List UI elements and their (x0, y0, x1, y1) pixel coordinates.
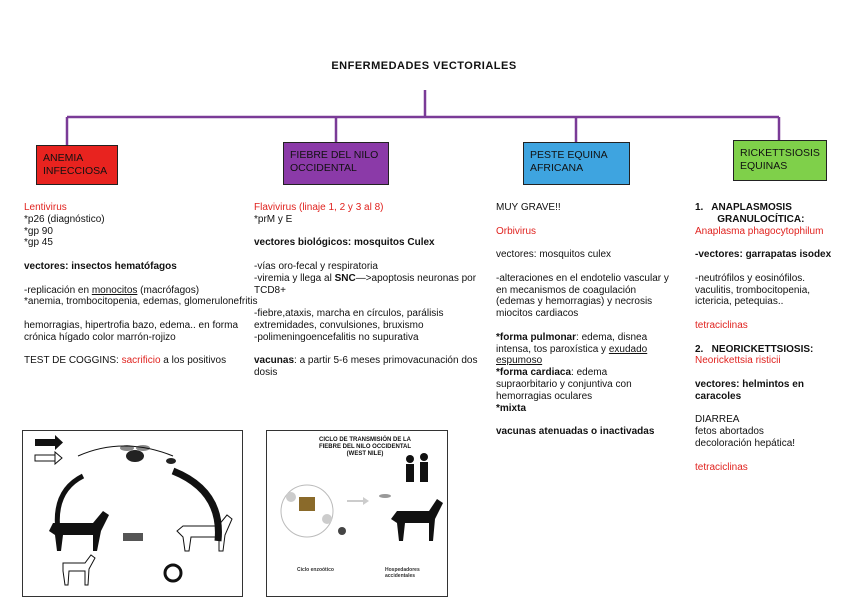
pulmonary-form: *forma pulmonar: edema, disnea intensa, tos paroxística y exudado espumoso (496, 331, 648, 367)
anemia-transmission-figure (22, 430, 243, 597)
organism-name: Anaplasma phagocytophilum (695, 225, 824, 237)
column-anemia (24, 202, 264, 367)
mixed-form: *mixta (496, 402, 527, 414)
severity-line: MUY GRAVE!! (496, 202, 561, 213)
protein-line: *gp 90 (24, 225, 53, 237)
vectors-line: vectores: insectos hematófagos (24, 260, 177, 272)
treatment-line: tetraciclinas (695, 461, 748, 473)
virus-name: Lentivirus (24, 202, 67, 213)
node-peste-equina: PESTE EQUINA AFRICANA (523, 142, 630, 185)
vaccine-line: vacunas atenuadas o inactivadas (496, 426, 655, 438)
vectors-line: vectores: helmintos en caracoles (695, 378, 804, 402)
organism-name: Neorickettsia risticii (695, 355, 781, 367)
section-neorickettsiosis-title: 2. NEORICKETTSIOSIS: (695, 343, 814, 355)
pathogenesis-line: -alteraciones en el endotelio vascular y en mecanismos de coagulación (edemas y hemorragias) y necrosis miocitos cardiacos (496, 272, 669, 320)
signs-line: decoloración hepática! (695, 437, 796, 449)
horse-icon (391, 499, 443, 541)
signs-line: -fiebre,ataxis, marcha en círculos, parálisis extremidades, convulsiones, bruxismo (254, 308, 444, 331)
route-line: -vías oro-fecal y respiratoria (254, 260, 378, 272)
column-fiebre-nilo (254, 202, 494, 379)
signs-line: fetos abortados (695, 426, 764, 438)
figure-title: CICLO DE TRANSMISIÓN DE LA FIEBRE DEL NILO OCCIDENTAL (WEST NILE) (318, 437, 412, 457)
vaccine-line: vacunas: a partir 5-6 meses primovacunación dos dosis (254, 355, 478, 379)
label-accidental-hosts: Hospedadores accidentales (385, 567, 420, 579)
treatment-line: tetraciclinas (695, 319, 748, 331)
signs-line: *anemia, trombocitopenia, edemas, glomerulonefritis (24, 296, 258, 308)
node-anemia-infecciosa: ANEMIA INFECCIOSA (36, 145, 118, 185)
replication-line: -replicación en monocitos (macrófagos) (24, 284, 200, 296)
section-anaplasmosis-title: 1. ANAPLASMOSIS GRANULOCÍTICA: (695, 202, 805, 225)
horse-icon (177, 515, 232, 551)
syringe-icon (123, 533, 143, 541)
signs-line: -neutrófilos y eosinófilos. vaculitis, trombocitopenia, ictericia, petequias.. (695, 272, 811, 308)
column-peste-equina (496, 202, 671, 438)
mosquito-icon (379, 494, 391, 498)
virus-name: Orbivirus (496, 225, 537, 237)
vectors-line: vectores: mosquitos culex (496, 249, 612, 261)
protein-line: *gp 45 (24, 237, 53, 249)
vectors-line: -vectores: garrapatas isodex (695, 249, 832, 261)
vectors-line: vectores biológicos: mosquitos Culex (254, 237, 435, 249)
insect-icon (166, 458, 176, 464)
lesions-line: hemorragias, hipertrofia bazo, edema.. en forma crónica hígado color marrón-rojizo (24, 319, 238, 343)
column-rickettsiosis (695, 202, 840, 473)
node-rickettsiosis: RICKETTSIOSIS EQUINAS (733, 140, 827, 181)
virus-name: Flavivirus (linaje 1, 2 y 3 al 8) (254, 202, 384, 213)
protein-line: *prM y E (254, 213, 293, 225)
cardiac-form: *forma cardiaca: edema supraorbitario y conjuntiva con hemorragias oculares (496, 367, 632, 402)
test-line: TEST DE COGGINS: sacrificio a los positivos (24, 355, 227, 367)
foal-icon (63, 555, 95, 585)
diagram-title: ENFERMEDADES VECTORIALES (331, 60, 517, 72)
protein-line: *p26 (diagnóstico) (24, 213, 105, 225)
bird-icon (299, 497, 315, 511)
hierarchy-connectors (0, 0, 848, 200)
label-enzootic: Ciclo enzoótico (297, 567, 334, 573)
viremia-line: -viremia y llega al SNC—>apoptosis neuronas por TCD8+ (254, 272, 477, 296)
human-icon (406, 453, 428, 482)
west-nile-cycle-figure (266, 430, 448, 597)
lesions-line: -polimeningoencefalitis no supurativa (254, 331, 419, 343)
signs-line: DIARREA (695, 414, 740, 426)
node-fiebre-nilo: FIEBRE DEL NILO OCCIDENTAL (283, 142, 389, 185)
